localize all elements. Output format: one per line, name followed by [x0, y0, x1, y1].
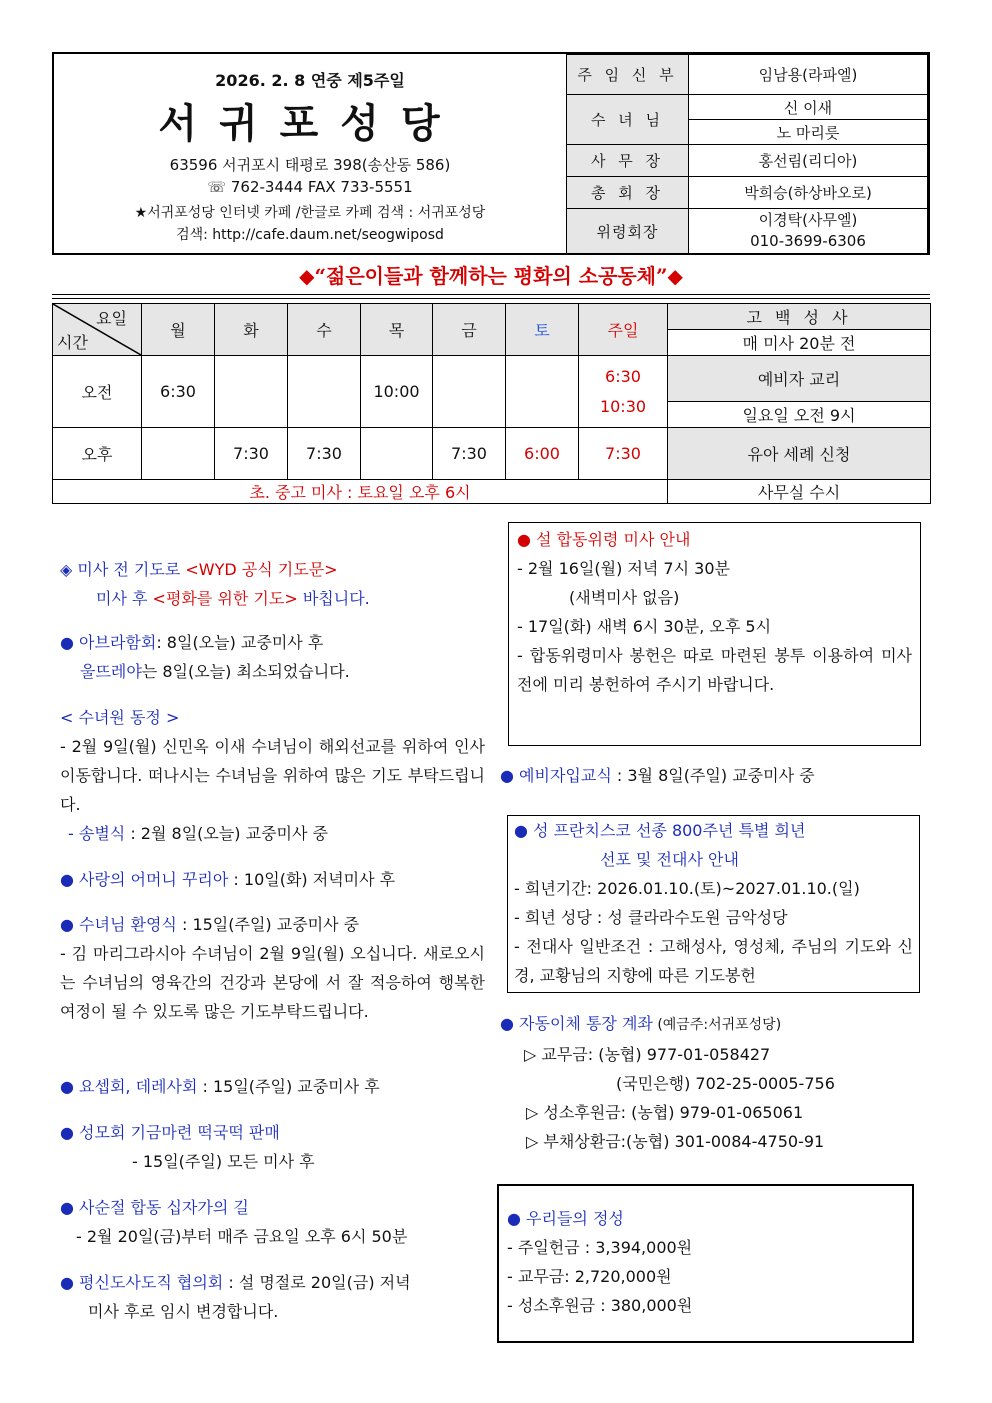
- pm-thu: [361, 428, 433, 480]
- welcome-body: - 김 마리그라시아 수녀님이 2월 9일(월) 오십니다. 새로오시는 수녀님의 영육간의 건강과 본당에 서 잘 적응하여 행복한 여정이 될 수 있도록 많은 기도부탁드립니다.: [60, 944, 485, 1021]
- offering-line2: - 교무금: 2,720,000원: [507, 1267, 672, 1286]
- am-wed: [288, 356, 361, 428]
- catechumen-value: 일요일 오전 9시: [668, 402, 931, 428]
- pm-mon: [142, 428, 215, 480]
- prayer-line1-a: ◈ 미사 전 기도로: [60, 560, 186, 579]
- president-role: 총 회 장: [567, 177, 689, 209]
- ultreya-text: 는 8일(오늘) 최소되었습니다.: [141, 662, 350, 681]
- day-mon: 월: [142, 304, 215, 356]
- office-role: 사 무 장: [567, 145, 689, 177]
- memorial-title: ● 설 합동위령 미사 안내: [517, 530, 691, 549]
- day-fri: 금: [433, 304, 506, 356]
- joseph-notice: [60, 1072, 485, 1101]
- bullet-icon: ●: [60, 1123, 80, 1142]
- memorial-role: 위령회장: [567, 209, 689, 254]
- admission-notice: [500, 761, 930, 790]
- memorial-contact: [689, 209, 928, 254]
- welcome-title: 수녀님 환영식: [79, 915, 177, 934]
- account-line4: ▷ 부채상환금:(농협) 301-0084-4750-91: [526, 1132, 825, 1151]
- prayer-peace: <평화를 위한 기도>: [152, 589, 298, 608]
- youth-mass-note: 초. 중고 미사 : 토요일 오후 6시: [53, 480, 668, 504]
- day-wed: 수: [288, 304, 361, 356]
- prayer-line2-c: 바칩니다.: [297, 589, 370, 608]
- bullet-icon: ●: [60, 915, 80, 934]
- account-title: 자동이체 통장 계좌: [519, 1014, 653, 1033]
- pm-label: 오후: [53, 428, 142, 480]
- bullet-icon: ●: [60, 1077, 80, 1096]
- parish-phone: ☏ 762-3444 FAX 733-5551: [207, 178, 413, 196]
- memorial-name: 이경탁(사무엘): [758, 211, 858, 229]
- jubilee-title1: ● 성 프란치스코 선종 800주년 특별 희년: [514, 821, 806, 840]
- memorial-line4: - 합동위령미사 봉헌은 따로 마련된 봉투 이용하여 미사 전에 미리 봉헌하여 주시기 바랍니다.: [517, 646, 912, 694]
- am-sun-1: 6:30: [605, 366, 641, 386]
- memorial-line1: - 2월 16일(월) 저녁 7시 30분: [517, 559, 730, 578]
- bullet-icon: ●: [500, 766, 520, 785]
- curia-title: 사랑의 어머니 꾸리아: [79, 870, 229, 889]
- divider: [52, 503, 930, 504]
- ultreya-title: 울뜨레야: [80, 662, 142, 681]
- jubilee-line3: - 전대사 일반조건 : 고해성사, 영성체, 주님의 기도와 신경, 교황님의 지향에 따른 기도봉헌: [514, 937, 913, 985]
- prayer-notice: [60, 555, 485, 613]
- pm-tue: 7:30: [215, 428, 288, 480]
- day-sat: 토: [506, 304, 579, 356]
- pm-wed: 7:30: [288, 428, 361, 480]
- am-sun: [579, 356, 668, 428]
- rice-title: 성모회 기금마련 떡국떡 판매: [79, 1123, 280, 1142]
- am-mon: 6:30: [142, 356, 215, 428]
- rice-text: - 15일(주일) 모든 미사 후: [132, 1152, 315, 1171]
- parish-title: 서귀포성당: [158, 100, 462, 147]
- pm-fri: 7:30: [433, 428, 506, 480]
- bullet-icon: ●: [60, 1273, 80, 1292]
- account-line1: ▷ 교무금: (농협) 977-01-058427: [524, 1045, 771, 1064]
- sisters-title: < 수녀원 동정 >: [60, 708, 180, 727]
- parish-info: [54, 54, 568, 253]
- catechumen-title: 예비자 교리: [668, 356, 931, 402]
- lent-text: - 2월 20일(금)부터 매주 금요일 오후 6시 50분: [76, 1227, 408, 1246]
- bullet-icon: ●: [60, 1198, 80, 1217]
- day-thu: 목: [361, 304, 433, 356]
- bullet-icon: ●: [60, 870, 80, 889]
- am-fri: [433, 356, 506, 428]
- theme-banner: ◆“젊은이들과 함께하는 평화의 소공동체”◆: [299, 264, 683, 288]
- memorial-line3: - 17일(화) 새벽 6시 30분, 오후 5시: [517, 617, 772, 636]
- account-holder: (예금주:서귀포성당): [652, 1017, 782, 1033]
- bullet-icon: ●: [60, 633, 80, 652]
- offering-box: [497, 1184, 914, 1343]
- priest-role: 주 임 신 부: [567, 55, 689, 95]
- sisters-notice: [60, 703, 485, 848]
- farewell-title: - 송별식: [68, 824, 126, 843]
- bulletin-header: [52, 52, 930, 255]
- memorial-mass-box: [508, 522, 921, 746]
- sister-name-2: 노 마리릇: [689, 120, 928, 145]
- welcome-notice: [60, 910, 485, 1026]
- lay-text2: 미사 후로 임시 변경합니다.: [88, 1302, 279, 1321]
- prayer-wyd: <WYD 공식 기도문>: [185, 560, 338, 579]
- divider: [52, 298, 930, 299]
- lent-title: 사순절 합동 십자가의 길: [79, 1198, 249, 1217]
- baptism-title: 유아 세례 신청: [668, 428, 931, 480]
- am-label: 오전: [53, 356, 142, 428]
- schedule-corner: [53, 304, 142, 356]
- confession-title: 고 백 성 사: [668, 304, 931, 330]
- cafe-url[interactable]: 검색: http://cafe.daum.net/seogwiposd: [176, 227, 444, 243]
- rice-cake-notice: [60, 1118, 485, 1176]
- farewell-text: : 2월 8일(오늘) 교중미사 중: [125, 824, 329, 843]
- account-line2: (국민은행) 702-25-0005-756: [616, 1074, 835, 1093]
- jubilee-title2: 선포 및 전대사 안내: [600, 850, 739, 869]
- lent-notice: [60, 1193, 485, 1251]
- president-name: 박희승(하상바오로): [689, 177, 928, 209]
- day-sun: 주일: [579, 304, 668, 356]
- parish-address: 63596 서귀포시 태평로 398(송산동 586): [169, 156, 451, 174]
- mass-schedule-table: [52, 303, 931, 504]
- am-sat: [506, 356, 579, 428]
- confession-value: 매 미사 20분 전: [668, 330, 931, 356]
- jubilee-line1: - 희년기간: 2026.01.10.(토)~2027.01.10.(일): [514, 879, 860, 898]
- welcome-text: : 15일(주일) 교중미사 중: [176, 915, 360, 934]
- sat-mass: 6:00: [506, 428, 579, 480]
- baptism-value: 사무실 수시: [668, 480, 931, 504]
- corner-time-label: 시간: [57, 333, 88, 352]
- lay-text: : 설 명절로 20일(금) 저녁: [223, 1273, 411, 1292]
- joseph-title: 요셉회, 데레사회: [79, 1077, 198, 1096]
- sister-role: 수 녀 님: [567, 95, 689, 145]
- jubilee-line2: - 희년 성당 : 성 클라라수도원 금악성당: [514, 908, 788, 927]
- abraham-text: : 8일(오늘) 교중미사 후: [156, 633, 324, 652]
- jubilee-box: [507, 815, 920, 993]
- corner-day-label: 요일: [96, 309, 127, 328]
- sisters-text: - 2월 9일(월) 신민옥 이새 수녀님이 해외선교를 위하여 인사이동합니다. 떠나시는 수녀님을 위하여 많은 기도 부탁드립니다.: [60, 737, 485, 814]
- curia-notice: [60, 865, 485, 894]
- office-name: 홍선림(리디아): [689, 145, 928, 177]
- sister-name-1: 신 이새: [689, 95, 928, 120]
- joseph-text: : 15일(주일) 교중미사 후: [197, 1077, 380, 1096]
- memorial-phone: 010-3699-6306: [750, 232, 866, 250]
- curia-text: : 10일(화) 저녁미사 후: [228, 870, 396, 889]
- offering-line1: - 주일헌금 : 3,394,000원: [507, 1238, 693, 1257]
- bullet-icon: ●: [500, 1014, 520, 1033]
- am-thu: 10:00: [361, 356, 433, 428]
- lay-council-notice: [60, 1268, 485, 1326]
- cafe-info: ★서귀포성당 인터넷 카페 /한글로 카페 검색 : 서귀포성당: [134, 205, 486, 221]
- pm-sun: 7:30: [579, 428, 668, 480]
- admission-text: : 3월 8일(주일) 교중미사 중: [611, 766, 815, 785]
- account-notice: [500, 1009, 930, 1156]
- bulletin-date: 2026. 2. 8 연중 제5주일: [215, 71, 405, 90]
- am-tue: [215, 356, 288, 428]
- lay-title: 평신도사도직 협의회: [79, 1273, 224, 1292]
- day-tue: 화: [215, 304, 288, 356]
- abraham-title: 아브라함회: [79, 633, 157, 652]
- memorial-line2: (새벽미사 없음): [569, 588, 680, 607]
- account-line3: ▷ 성소후원금: (농협) 979-01-065061: [526, 1103, 804, 1122]
- prayer-line2-a: 미사 후: [96, 589, 153, 608]
- staff-table: [566, 54, 928, 254]
- priest-name: 임남용(라파엘): [689, 55, 928, 95]
- offering-line3: - 성소후원금 : 380,000원: [507, 1296, 693, 1315]
- am-sun-2: 10:30: [599, 396, 647, 416]
- admission-title: 예비자입교식: [519, 766, 612, 785]
- divider: [52, 294, 930, 295]
- abraham-notice: [60, 628, 485, 686]
- offering-title: ● 우리들의 정성: [507, 1209, 624, 1228]
